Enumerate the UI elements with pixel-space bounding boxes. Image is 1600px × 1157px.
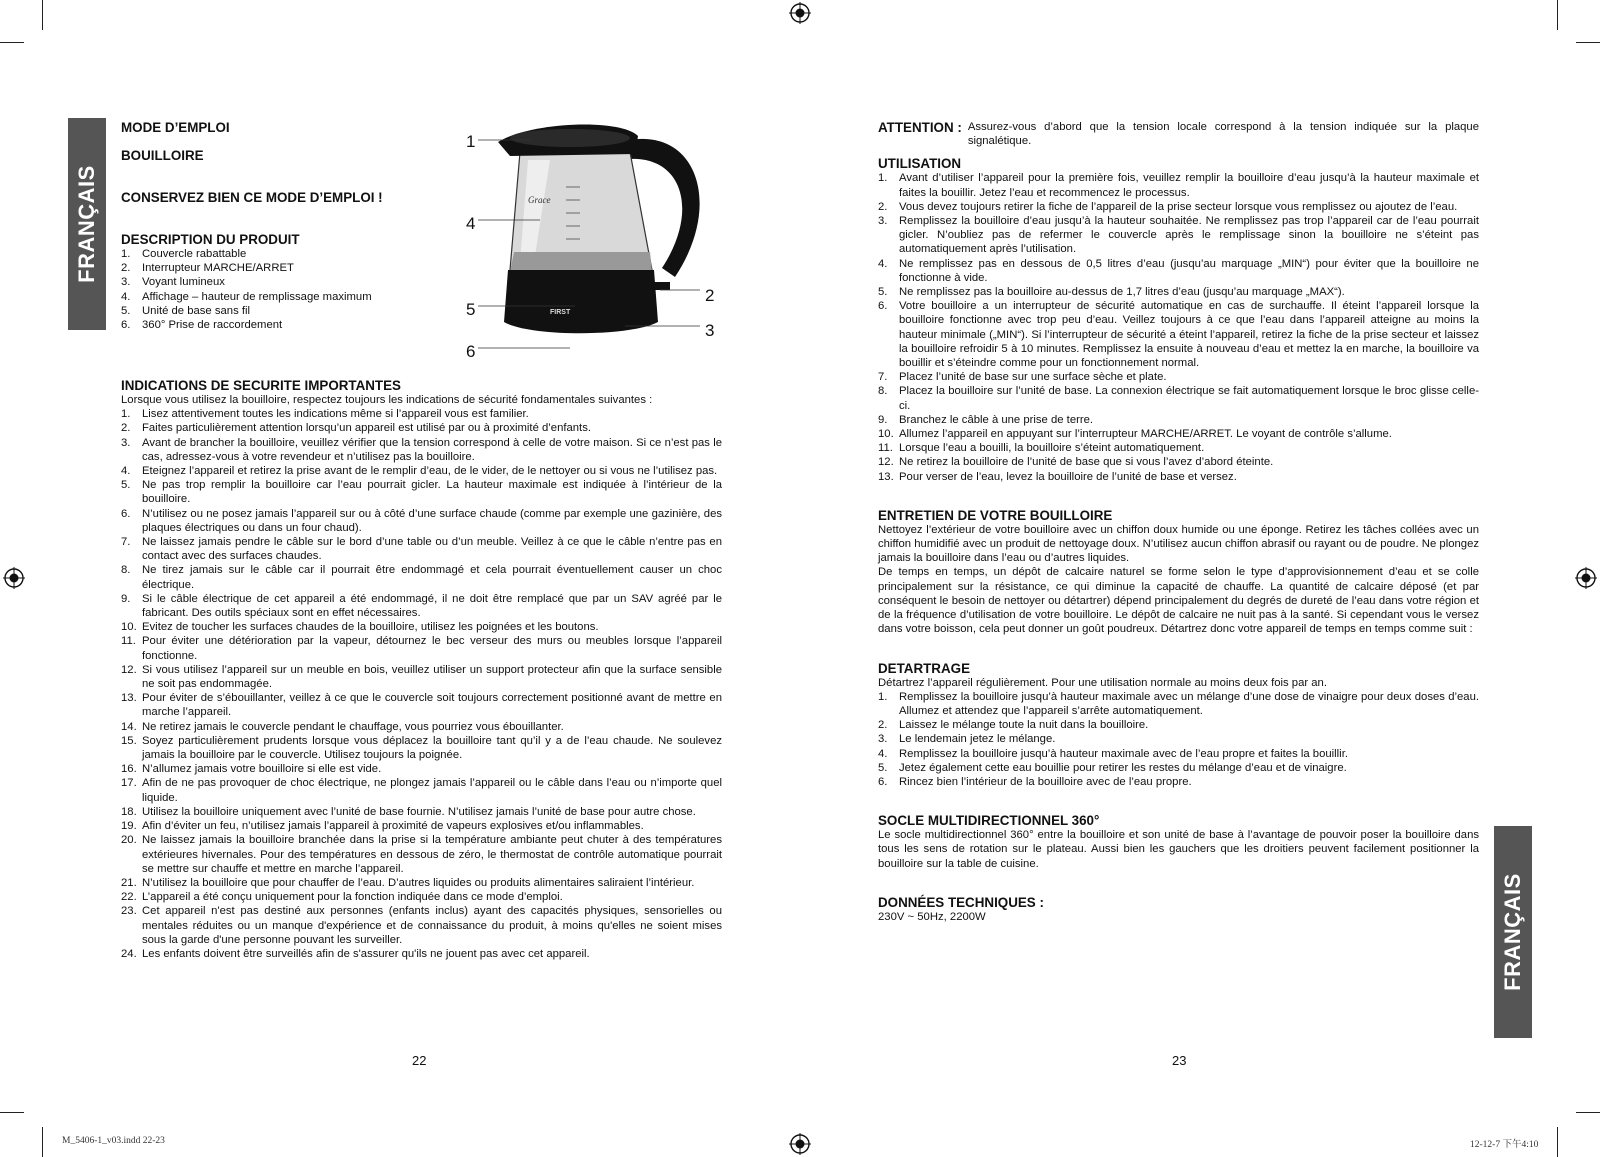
list-item: 9. Branchez le câble à une prise de terre.: [878, 413, 1094, 426]
list-item: 22. L’appareil a été conçu uniquement pour la fonction indiquée dans ce mode d’emploi.: [121, 891, 563, 904]
socle-text: Le socle multidirectionnel 360° entre la bouilloire et son unité de base à l’avantage de pouvoir poser la bouilloire dans tous les sens de rotation sur le plateau. Aussi bien les gauchers que les droitiers peuvent facilement positionner la bouilloire sur la table de cuisine.: [878, 829, 1479, 870]
list-item: 11. Pour éviter une détérioration par la vapeur, détournez le bec verseur des murs ou meubles lorsque l’appareil fonctionne.: [121, 635, 722, 662]
list-item: 2. Faites particulièrement attention lorsqu’un appareil est utilisé par ou à proximité d’enfants.: [121, 422, 591, 435]
kettle-illustration: [470, 112, 740, 362]
crop-mark: [1576, 42, 1600, 43]
list-item: 10. Allumez l’appareil en appuyant sur l’interrupteur MARCHE/ARRET. Le voyant de contrôle s’allume.: [878, 428, 1392, 441]
list-item: 4. Remplissez la bouilloire jusqu’à hauteur maximale avec de l’eau propre et faites la bouillir.: [878, 747, 1348, 760]
crop-mark: [1576, 1112, 1600, 1113]
list-item: 1. Couvercle rabattable: [121, 248, 247, 260]
callout-2: 2: [705, 286, 715, 305]
kettle-glass-brand: Grace: [528, 195, 551, 205]
safety-section: [121, 378, 722, 961]
list-item: 8. Ne tirez jamais sur le câble car il pourrait être endommagé et cela pourrait éventuellement causer un choc électrique.: [121, 564, 722, 591]
slug-date: 12-12-7 下午4:10: [1470, 1140, 1539, 1150]
list-item: 19. Afin d’éviter un feu, n’utilisez jamais l’appareil à proximité de vapeurs explosives et/ou inflammables.: [121, 820, 644, 833]
list-item: 20. Ne laissez jamais la bouilloire branchée dans la prise si la température ambiante peut chuter à des températures extérieures hivernales. Pour des températures en dessous de zéro, le thermostat de contrôle automatique pourrait se mettre sur chauffe et mettre en marche l’appareil.: [121, 834, 722, 875]
crop-mark: [42, 0, 43, 30]
list-item: 13. Pour éviter de s’ébouillanter, veillez à ce que le couvercle soit toujours correctement positionné avant de mettre en marche l’appareil.: [121, 692, 722, 719]
registration-mark-icon: [789, 1133, 811, 1155]
detartrage-heading: DETARTRAGE: [878, 660, 970, 676]
list-item: 7. Placez l’unité de base sur une surface sèche et plate.: [878, 371, 1167, 384]
safety-list: [121, 407, 722, 961]
keep-note: CONSERVEZ BIEN CE MODE D’EMPLOI !: [121, 190, 383, 205]
socle-heading: SOCLE MULTIDIRECTIONNEL 360°: [878, 813, 1100, 829]
slug-file: M_5406-1_v03.indd 22-23: [62, 1136, 165, 1146]
list-item: 23. Cet appareil n'est pas destiné aux personnes (enfants inclus) ayant des capacités physiques, sensorielles ou mentales réduites ou un manque d'expérience et de connaissance du produit, à moins qu'elles ne soient mises sous la garde d'une personne pouvant les surveiller.: [121, 905, 722, 946]
page-number-left: 22: [412, 1053, 427, 1068]
list-item: 2. Laissez le mélange toute la nuit dans la bouilloire.: [878, 719, 1149, 732]
crop-mark: [0, 1112, 24, 1113]
list-item: 7. Ne laissez jamais pendre le câble sur le bord d’une table ou d’un meuble. Veillez à ce que le câble n’entre pas en contact avec des surfaces chaudes.: [121, 536, 722, 563]
entretien-paragraph-2: De temps en temps, un dépôt de calcaire naturel se forme selon le type d’approvisionnement d’eau et se colle principalement sur la résistance, ce qui diminue la capacité de chauffe. La quantité de calcaire déposé (et par conséquent le besoin de nettoyer ou détartrer) dépend principalement du degrés de dureté de l’eau dans votre région et de la fréquence d’utilisation de votre bouilloire. Le dépôt de calcaire ne nuit pas à la santé. Si cependant vous le versez dans votre boisson, cela peut donner un goût poudreux. Détartrez donc votre appareil de temps en temps comme suit :: [878, 566, 1479, 636]
detartrage-intro: Détartrez l’appareil régulièrement. Pour une utilisation normale au moins deux fois par an.: [878, 676, 1327, 689]
list-item: 6. 360° Prise de raccordement: [121, 319, 283, 332]
list-item: 4. Eteignez l’appareil et retirez la prise avant de le remplir d’eau, de le vider, de le nettoyer ou si vous ne l’utilisez pas.: [121, 465, 718, 478]
list-item: 14. Ne retirez jamais le couvercle pendant le chauffage, vous pourriez vous ébouillanter.: [121, 720, 564, 733]
donnees-text: 230V ~ 50Hz, 2200W: [878, 910, 986, 923]
crop-mark: [1557, 0, 1558, 30]
list-item: 21. N’utilisez la bouilloire que pour chauffer de l’eau. D’autres liquides ou produits alimentaires saliraient l’intérieur.: [121, 876, 695, 889]
list-item: 5. Ne remplissez pas la bouilloire au-dessus de 1,7 litres d’eau (jusqu’au marquage „MAX“).: [878, 286, 1345, 299]
utilisation-heading: UTILISATION: [878, 156, 962, 172]
list-item: 17. Afin de ne pas provoquer de choc électrique, ne plongez jamais l’appareil ou le câble dans l’eau ou n’importe quel liquide.: [121, 777, 722, 804]
callout-3: 3: [705, 321, 715, 340]
utilisation-list: [878, 171, 1479, 483]
callout-5: 5: [466, 300, 476, 319]
right-column: [878, 120, 1479, 924]
list-item: 5. Ne pas trop remplir la bouilloire car l’eau pourrait gicler. La hauteur maximale est indiquée à l’intérieur de la bouilloire.: [121, 479, 722, 506]
list-item: 4. Ne remplissez pas en dessous de 0,5 litres d’eau (jusqu’au marquage „MIN“) pour éviter que la bouilloire ne fonctionne à vide.: [878, 257, 1479, 284]
product-title: BOUILLOIRE: [121, 148, 204, 163]
registration-mark-icon: [789, 2, 811, 24]
list-item: 18. Utilisez la bouilloire uniquement avec l’unité de base fournie. N’utilisez jamais l’unité de base pour autre chose.: [121, 805, 696, 818]
attention-block: [878, 120, 1479, 148]
registration-mark-icon: [3, 567, 25, 589]
language-tab-left: [68, 118, 106, 330]
description-list: [121, 247, 451, 332]
crop-mark: [42, 1127, 43, 1157]
list-item: 10. Evitez de toucher les surfaces chaudes de la bouilloire, utilisez les poignées et les boutons.: [121, 621, 599, 634]
list-item: 1. Lisez attentivement toutes les indications même si l’appareil vous est familier.: [121, 408, 529, 421]
entretien-paragraph-1: Nettoyez l’extérieur de votre bouilloire avec un chiffon doux humide ou une éponge. Retirez les tâches collées avec un chiffon humidifié avec un produit de nettoyage doux. N’utilisez aucun chiffon abrasif ou rayant ou de poudre. Ne plongez jamais la bouilloire dans l’eau ou d’autres liquides.: [878, 523, 1479, 565]
list-item: 12. Ne retirez la bouilloire de l’unité de base que si vous l’avez d’abord éteinte.: [878, 456, 1274, 469]
safety-heading: INDICATIONS DE SECURITE IMPORTANTES: [121, 378, 401, 393]
list-item: 3. Le lendemain jetez le mélange.: [878, 733, 1056, 746]
registration-mark-icon: [1575, 567, 1597, 589]
callout-1: 1: [466, 132, 476, 151]
detartrage-list: [878, 690, 1479, 789]
list-item: 11. Lorsque l’eau a bouilli, la bouilloire s’éteint automatiquement.: [878, 442, 1205, 455]
list-item: 3. Remplissez la bouilloire d’eau jusqu’à la hauteur souhaitée. Ne remplissez pas trop l’appareil car de l’eau pourrait gicler. N’oubliez pas de refermer le couvercle après le remplissage sinon la bouilloire ne s’éteint pas automatiquement après l’utilisation.: [878, 215, 1479, 256]
attention-text: Assurez-vous d’abord que la tension locale correspond à la tension indiquée sur la plaque signalétique.: [967, 121, 1479, 148]
language-tab-right: [1494, 826, 1532, 1038]
list-item: 5. Unité de base sans fil: [121, 304, 251, 317]
list-item: 5. Jetez également cette eau bouillie pour retirer les restes du mélange d’eau et de vinaigre.: [878, 761, 1347, 774]
crop-mark: [0, 42, 24, 43]
list-item: 13. Pour verser de l’eau, levez la bouilloire de l’unité de base et versez.: [878, 470, 1237, 483]
page-number-right: 23: [1172, 1053, 1187, 1068]
language-tab-label: FRANÇAIS: [1500, 873, 1525, 991]
list-item: 3. Voyant lumineux: [121, 276, 225, 289]
list-item: 9. Si le câble électrique de cet appareil a été endommagé, il ne doit être remplacé que par un SAV agréé par le fabricant. Des outils spéciaux sont en effet nécessaires.: [121, 592, 722, 620]
description-heading: DESCRIPTION DU PRODUIT: [121, 232, 300, 247]
safety-intro: Lorsque vous utilisez la bouilloire, respectez toujours les indications de sécurité fondamentales suivantes :: [121, 394, 653, 406]
attention-label: ATTENTION :: [878, 120, 962, 135]
kettle-base-brand: FIRST: [550, 309, 571, 316]
list-item: 6. Votre bouilloire a un interrupteur de sécurité automatique en cas de surchauffe. Il éteint l’appareil lorsque la bouilloire fonctionne avec trop peu d’eau. Veillez toujours à ce que l’eau dans l’appareil atteigne au moins la hauteur minimale („MIN“). Si l’interrupteur de sécurité a éteint l’appareil, retirez la fiche de la prise secteur et laissez la bouilloire refroidir 5 à 10 minutes. Remplissez la ensuite à nouveau d’eau et mettez la en marche, la bouilloire va bouillir et s’éteindre comme pour un fonctionnement normal.: [878, 300, 1479, 370]
left-header: [121, 120, 451, 332]
callout-6: 6: [466, 342, 476, 361]
donnees-heading: DONNÉES TECHNIQUES :: [878, 894, 1044, 910]
list-item: 3. Avant de brancher la bouilloire, veuillez vérifier que la tension correspond à celle de votre maison. Si ce n’est pas le cas, adressez-vous à votre revendeur et n’utilisez pas la bouilloire.: [121, 436, 722, 463]
entretien-heading: ENTRETIEN DE VOTRE BOUILLOIRE: [878, 507, 1113, 523]
list-item: 16. N’allumez jamais votre bouilloire si elle est vide.: [121, 763, 382, 776]
list-item: 1. Avant d’utiliser l’appareil pour la première fois, veuillez remplir la bouilloire d’eau jusqu’à la hauteur maximale et faites la bouillir. Jetez l’eau et recommencez le processus.: [878, 172, 1479, 199]
list-item: 4. Affichage – hauteur de remplissage maximum: [121, 290, 372, 303]
language-tab-label: FRANÇAIS: [74, 165, 99, 283]
callout-4: 4: [466, 214, 476, 233]
list-item: 6. N’utilisez ou ne posez jamais l’appareil sur ou à côté d’une surface chaude (comme par exemple une gazinière, des plaques électriques ou dans un four chaud).: [121, 507, 722, 534]
list-item: 15. Soyez particulièrement prudents lorsque vous déplacez la bouilloire tant qu’il y a de l’eau chaude. Ne soulevez jamais la bouilloire par le couvercle. Utilisez toujours la poignée.: [121, 734, 722, 762]
list-item: 8. Placez la bouilloire sur l’unité de base. La connexion électrique se fait automatiquement lorsque le broc glisse celle-ci.: [878, 385, 1479, 412]
list-item: 2. Vous devez toujours retirer la fiche de l’appareil de la prise secteur lorsque vous remplissez ou ajoutez de l’eau.: [878, 200, 1458, 213]
crop-mark: [1557, 1127, 1558, 1157]
list-item: 2. Interrupteur MARCHE/ARRET: [121, 262, 294, 275]
list-item: 6. Rincez bien l’intérieur de la bouilloire avec de l’eau propre.: [878, 775, 1192, 788]
list-item: 24. Les enfants doivent être surveillés afin de s'assurer qu'ils ne jouent pas avec cet appareil.: [121, 947, 590, 960]
manual-title: MODE D’EMPLOI: [121, 120, 230, 135]
list-item: 1. Remplissez la bouilloire jusqu’à hauteur maximale avec un mélange d’une dose de vinaigre pour deux doses d’eau. Allumez et attendez que l’appareil s’arrête automatiquement.: [878, 690, 1479, 717]
list-item: 12. Si vous utilisez l’appareil sur un meuble en bois, veuillez utiliser un support protecteur afin que la surface sensible ne soit pas endommagée.: [121, 663, 722, 691]
